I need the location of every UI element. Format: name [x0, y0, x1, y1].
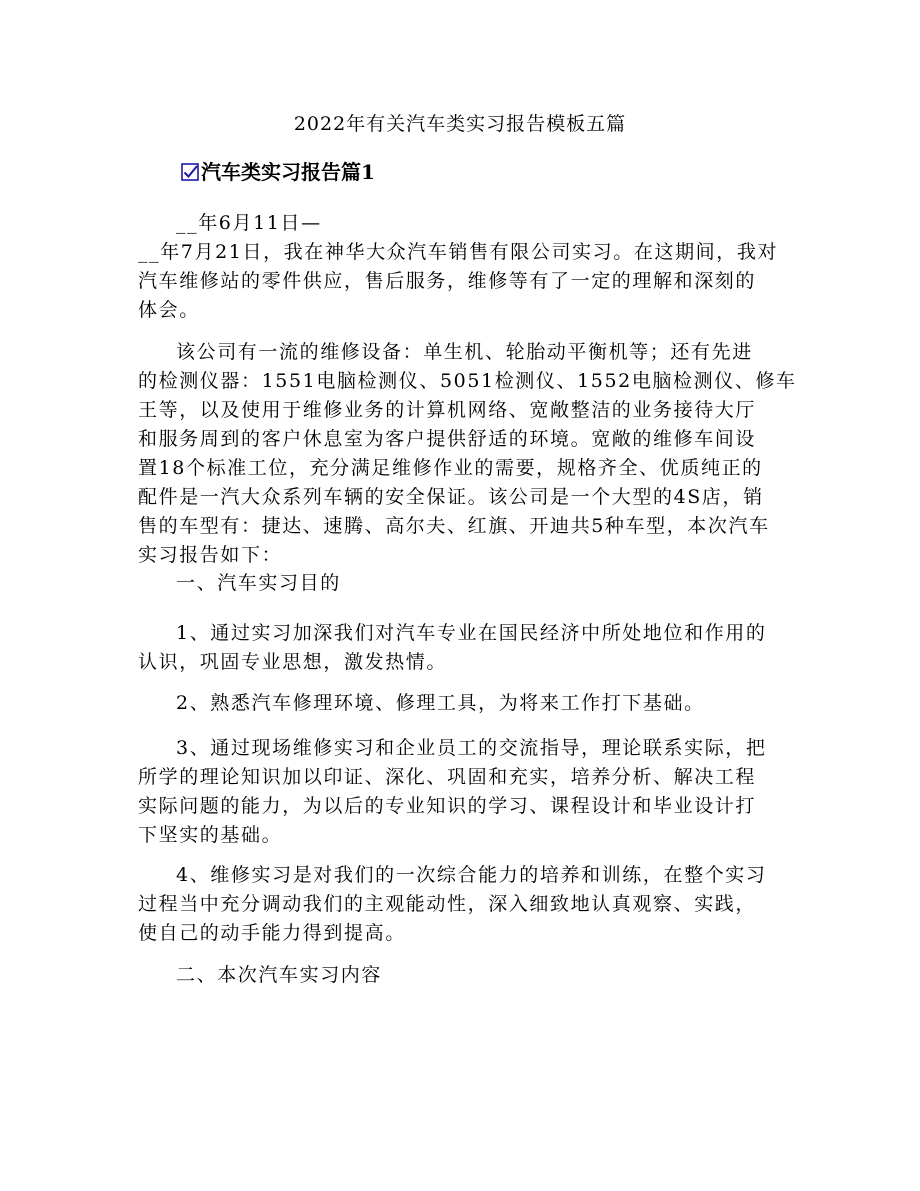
text-line: __年7月21日，我在神华大众汽车销售有限公司实习。在这期间，我对	[138, 241, 779, 263]
text-line: 和服务周到的客户休息室为客户提供舒适的环境。宽敞的维修车间设	[138, 428, 757, 450]
text-line: 汽车维修站的零件供应，售后服务，维修等有了一定的理解和深刻的	[138, 270, 757, 292]
text-line: 使自己的动手能力得到提高。	[138, 922, 406, 944]
text-line: 认识，巩固专业思想，激发热情。	[138, 651, 448, 673]
text-line: 置18个标准工位，充分满足维修作业的需要，规格齐全、优质纯正的	[138, 457, 763, 479]
text-line: 2、熟悉汽车修理环境、修理工具，为将来工作打下基础。	[176, 692, 705, 714]
paragraph-item-3	[138, 734, 784, 850]
text-line: 一、汽车实习目的	[176, 572, 341, 594]
text-line: 体会。	[138, 299, 200, 321]
section-heading	[181, 157, 375, 187]
paragraph-2	[138, 338, 797, 570]
text-line: 下坚实的基础。	[138, 824, 283, 846]
checked-box-icon	[181, 163, 199, 181]
date-line-text: __年6月11日—	[176, 212, 322, 234]
text-line: 二、本次汽车实习内容	[176, 964, 383, 986]
text-line: 配件是一汽大众系列车辆的安全保证。该公司是一个大型的4S店，销	[138, 486, 764, 508]
text-line: 的检测仪器：1551电脑检测仪、5051检测仪、1552电脑检测仪、修车	[138, 370, 797, 392]
text-line: 实习报告如下：	[138, 544, 283, 566]
subheading-purpose	[138, 569, 784, 598]
document-title: 2022年有关汽车类实习报告模板五篇	[293, 113, 627, 135]
text-line: 3、通过现场维修实习和企业员工的交流指导，理论联系实际，把	[176, 737, 767, 759]
text-line: 过程当中充分调动我们的主观能动性，深入细致地认真观察、实践，	[138, 893, 757, 915]
text-line: 该公司有一流的维修设备：单生机、轮胎动平衡机等；还有先进	[176, 341, 753, 363]
date-line	[138, 209, 784, 238]
text-line: 王等，以及使用于维修业务的计算机网络、宽敞整洁的业务接待大厅	[138, 399, 757, 421]
text-line: 1、通过实习加深我们对汽车专业在国民经济中所处地位和作用的	[176, 622, 767, 644]
text-line: 售的车型有：捷达、速腾、高尔夫、红旗、开迪共5种车型，本次汽车	[138, 515, 770, 537]
paragraph-item-1	[138, 619, 784, 677]
text-line: 4、维修实习是对我们的一次综合能力的培养和训练，在整个实习	[176, 864, 767, 886]
paragraph-item-4	[138, 861, 784, 948]
text-line: 实际问题的能力，为以后的专业知识的学习、课程设计和毕业设计打	[138, 795, 757, 817]
text-line: 所学的理论知识加以印证、深化、巩固和充实，培养分析、解决工程	[138, 766, 757, 788]
paragraph-1	[138, 238, 784, 325]
subheading-content	[138, 961, 784, 990]
section-heading-text: 汽车类实习报告篇1	[201, 160, 375, 184]
paragraph-item-2	[138, 689, 784, 718]
